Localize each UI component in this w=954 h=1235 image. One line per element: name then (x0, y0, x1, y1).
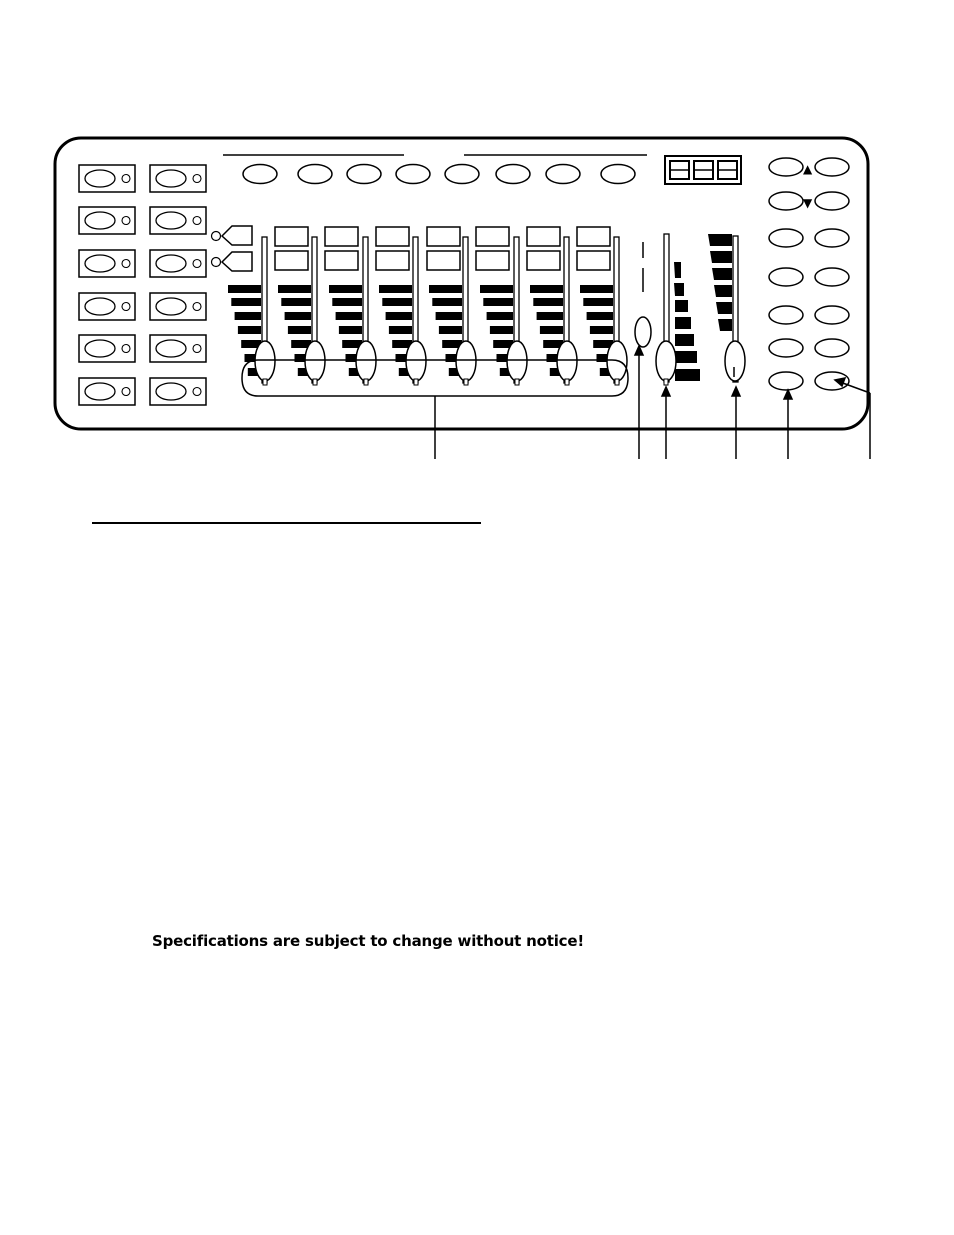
control-button-3[interactable] (769, 192, 803, 210)
scanner-led-2 (193, 175, 201, 183)
channel-label-box (427, 227, 460, 246)
scene-button-5[interactable] (445, 165, 479, 184)
scanner-button-3[interactable] (79, 207, 135, 234)
scanner-button-12[interactable] (150, 378, 206, 405)
scene-button-8[interactable] (601, 165, 635, 184)
fade-time-fader-knob[interactable] (725, 341, 745, 381)
speed-fader-knob[interactable] (656, 341, 676, 381)
page-a-led (212, 232, 221, 241)
blackout-button[interactable] (635, 317, 651, 347)
channel-label-box (275, 251, 308, 270)
control-button-1[interactable] (769, 158, 803, 176)
channel-label-box (577, 251, 610, 270)
scanner-led-6 (193, 260, 201, 268)
scanner-button-5[interactable] (79, 250, 135, 277)
control-button-13[interactable] (769, 372, 803, 390)
scanner-led-11 (122, 388, 130, 396)
scanner-button-9[interactable] (79, 335, 135, 362)
scene-button-6[interactable] (496, 165, 530, 184)
arrow-up-icon: ▲ (803, 162, 813, 176)
channel-fader-knob[interactable] (406, 341, 426, 381)
scanner-led-7 (122, 303, 130, 311)
control-button-8[interactable] (815, 268, 849, 286)
scene-button-1[interactable] (243, 165, 277, 184)
channel-label-box (376, 251, 409, 270)
channel-fader-knob[interactable] (557, 341, 577, 381)
channel-label-box (427, 251, 460, 270)
scene-button-2[interactable] (298, 165, 332, 184)
channel-label-box (527, 227, 560, 246)
scanner-led-9 (122, 345, 130, 353)
scanner-led-1 (122, 175, 130, 183)
channel-fader-knob[interactable] (507, 341, 527, 381)
scanner-button-6[interactable] (150, 250, 206, 277)
channel-label-box (527, 251, 560, 270)
channel-label-box (325, 251, 358, 270)
channel-fader-knob[interactable] (255, 341, 275, 381)
scanner-led-10 (193, 345, 201, 353)
control-button-2[interactable] (815, 158, 849, 176)
specification-notice: Specifications are subject to change without notice! (152, 932, 584, 950)
scanner-button-1[interactable] (79, 165, 135, 192)
channel-fader-knob[interactable] (356, 341, 376, 381)
scanner-button-4[interactable] (150, 207, 206, 234)
channel-label-box (476, 251, 509, 270)
control-button-6[interactable] (815, 229, 849, 247)
section-rule (92, 522, 481, 524)
scanner-led-12 (193, 388, 201, 396)
scanner-button-10[interactable] (150, 335, 206, 362)
scanner-button-11[interactable] (79, 378, 135, 405)
control-button-9[interactable] (769, 306, 803, 324)
control-button-7[interactable] (769, 268, 803, 286)
channel-fader-knob[interactable] (456, 341, 476, 381)
channel-label-box (376, 227, 409, 246)
channel-label-box (577, 227, 610, 246)
control-button-11[interactable] (769, 339, 803, 357)
control-button-10[interactable] (815, 306, 849, 324)
scanner-button-8[interactable] (150, 293, 206, 320)
scene-button-7[interactable] (546, 165, 580, 184)
page-b-led (212, 258, 221, 267)
channel-label-box (476, 227, 509, 246)
led-display (665, 156, 741, 184)
scanner-button-2[interactable] (150, 165, 206, 192)
control-button-12[interactable] (815, 339, 849, 357)
channel-fader-knob[interactable] (305, 341, 325, 381)
scanner-button-7[interactable] (79, 293, 135, 320)
scene-button-4[interactable] (396, 165, 430, 184)
scanner-led-8 (193, 303, 201, 311)
scanner-led-3 (122, 217, 130, 225)
control-button-4[interactable] (815, 192, 849, 210)
scanner-led-4 (193, 217, 201, 225)
scene-button-3[interactable] (347, 165, 381, 184)
scanner-led-5 (122, 260, 130, 268)
channel-label-box (325, 227, 358, 246)
controller-diagram (0, 0, 954, 480)
channel-label-box (275, 227, 308, 246)
control-button-5[interactable] (769, 229, 803, 247)
arrow-down-icon: ▼ (803, 196, 813, 210)
